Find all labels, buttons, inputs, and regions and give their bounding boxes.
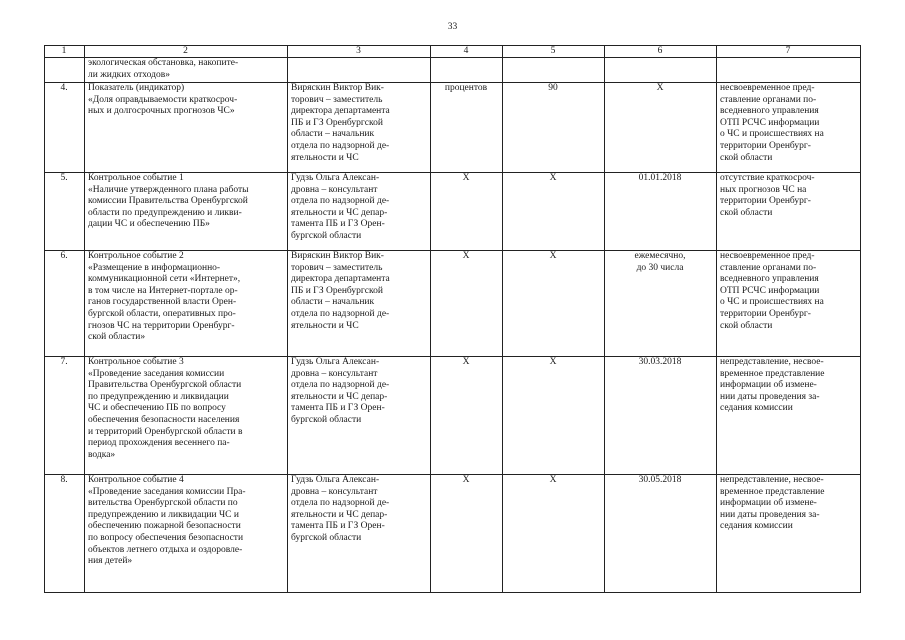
responsible-cell	[288, 58, 431, 83]
row-number	[45, 58, 85, 83]
unit-cell: Х	[431, 357, 503, 475]
row-number: 6.	[45, 251, 85, 357]
responsible-cell: Виряскин Виктор Вик- торович – заместитель директора департамента ПБ и ГЗ Оренбургской области – начальник отдела по надзорной де- ятельности и ЧС	[288, 251, 431, 357]
row-number: 5.	[45, 173, 85, 251]
column-number: 2	[85, 46, 288, 58]
date-cell: 30.03.2018	[605, 357, 717, 475]
date-cell	[605, 58, 717, 83]
event-cell: Контрольное событие 3 «Проведение заседания комиссии Правительства Оренбургской области по предупреждению и ликвидации ЧС и обеспечению ПБ по вопросу обеспечения безопасности населения и территорий Оренбургской области в период прохождения весеннего па- водка»	[85, 357, 288, 475]
column-number: 6	[605, 46, 717, 58]
responsible-cell: Гудзь Ольга Алексан- дровна – консультант отдела по надзорной де- ятельности и ЧС депар- тамента ПБ и ГЗ Орен- бургской области	[288, 173, 431, 251]
column-number: 3	[288, 46, 431, 58]
table-row	[45, 173, 861, 251]
date-cell: 01.01.2018	[605, 173, 717, 251]
page-number: 33	[447, 22, 458, 32]
risk-cell: непредставление, несвое- временное представление информации об измене- нии даты проведения за- седания комиссии	[717, 475, 861, 593]
risk-cell: непредставление, несвое- временное представление информации об измене- нии даты проведения за- седания комиссии	[717, 357, 861, 475]
unit-cell: процентов	[431, 83, 503, 173]
event-cell: экологическая обстановка, накопите- ли жидких отходов»	[85, 58, 288, 83]
date-cell: ежемесячно, до 30 числа	[605, 251, 717, 357]
column-number: 5	[503, 46, 605, 58]
unit-cell: Х	[431, 173, 503, 251]
table-row	[45, 357, 861, 475]
unit-cell	[431, 58, 503, 83]
risk-cell: отсутствие краткосроч- ных прогнозов ЧС на территории Оренбург- ской области	[717, 173, 861, 251]
date-cell: 30.05.2018	[605, 475, 717, 593]
column-number-row	[45, 46, 861, 58]
risk-cell: несвоевременное пред- ставление органами по- вседневного управления ОТП РСЧС информации о ЧС и происшествиях на территории Оренбург- ской области	[717, 251, 861, 357]
row-number: 7.	[45, 357, 85, 475]
column-number: 4	[431, 46, 503, 58]
table-row	[45, 475, 861, 593]
event-cell: Показатель (индикатор) «Доля оправдываемости краткосроч- ных и долгосрочных прогнозов ЧС»	[85, 83, 288, 173]
event-cell: Контрольное событие 2 «Размещение в информационно- коммуникационной сети «Интернет», в том числе на Интернет-портале ор- ганов государственной власти Орен- бургской области, оперативных про- гнозов ЧС на территории Оренбург- ской области»	[85, 251, 288, 357]
value-cell: 90	[503, 83, 605, 173]
plan-table	[44, 45, 861, 593]
responsible-cell: Виряскин Виктор Вик- торович – заместитель директора департамента ПБ и ГЗ Оренбургской области – начальник отдела по надзорной де- ятельности и ЧС	[288, 83, 431, 173]
value-cell: Х	[503, 251, 605, 357]
table-row	[45, 58, 861, 83]
responsible-cell: Гудзь Ольга Алексан- дровна – консультант отдела по надзорной де- ятельности и ЧС депар- тамента ПБ и ГЗ Орен- бургской области	[288, 357, 431, 475]
value-cell: Х	[503, 357, 605, 475]
risk-cell	[717, 58, 861, 83]
value-cell: Х	[503, 173, 605, 251]
responsible-cell: Гудзь Ольга Алексан- дровна – консультант отдела по надзорной де- ятельности и ЧС депар- тамента ПБ и ГЗ Орен- бургской области	[288, 475, 431, 593]
risk-cell: несвоевременное пред- ставление органами по- вседневного управления ОТП РСЧС информации о ЧС и происшествиях на территории Оренбург- ской области	[717, 83, 861, 173]
table-row	[45, 83, 861, 173]
unit-cell: Х	[431, 251, 503, 357]
column-number: 7	[717, 46, 861, 58]
date-cell: Х	[605, 83, 717, 173]
unit-cell: Х	[431, 475, 503, 593]
event-cell: Контрольное событие 4 «Проведение заседания комиссии Пра- вительства Оренбургской области по предупреждению и ликвидации ЧС и обеспечению пожарной безопасности по вопросу обеспечения безопасности объектов летнего отдыха и оздоровле- ния детей»	[85, 475, 288, 593]
column-number: 1	[45, 46, 85, 58]
value-cell	[503, 58, 605, 83]
row-number: 8.	[45, 475, 85, 593]
table-row	[45, 251, 861, 357]
event-cell: Контрольное событие 1 «Наличие утвержденного плана работы комиссии Правительства Оренбургской области по предупреждению и ликви- дации ЧС и обеспечению ПБ»	[85, 173, 288, 251]
row-number: 4.	[45, 83, 85, 173]
value-cell: Х	[503, 475, 605, 593]
